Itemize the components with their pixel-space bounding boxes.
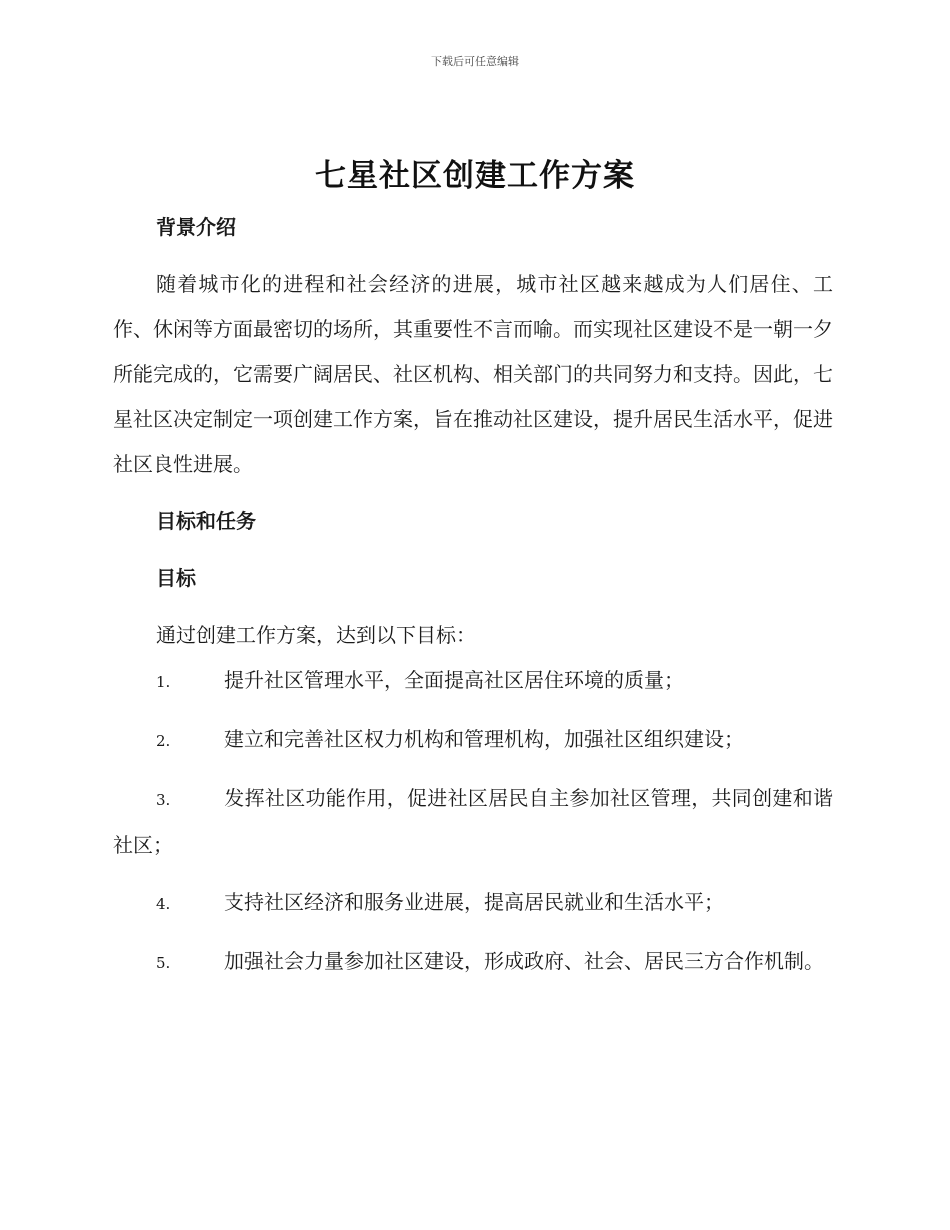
list-item: [113, 717, 833, 764]
section-heading-goals-tasks: 目标和任务: [156, 509, 256, 533]
header-note: 下载后可任意编辑: [431, 55, 519, 68]
list-item-text: 发挥社区功能作用，促进社区居民自主参加社区管理，共同创建和谐社区；: [113, 786, 833, 857]
document-body: [113, 205, 833, 998]
list-item-number: 5.: [156, 954, 171, 972]
list-item-number: 3.: [156, 791, 171, 809]
list-item-text: 建立和完善社区权力机构和管理机构，加强社区组织建设；: [224, 727, 744, 751]
list-item: [113, 939, 833, 986]
list-item-number: 1.: [156, 673, 171, 691]
goals-list: [113, 658, 833, 986]
section-heading-goals: 目标: [156, 566, 196, 590]
list-item: [113, 658, 833, 705]
list-item-text: 提升社区管理水平，全面提高社区居住环境的质量；: [224, 668, 684, 692]
section-heading-background: 背景介绍: [156, 215, 236, 239]
document-title: 七星社区创建工作方案: [315, 158, 635, 194]
background-paragraph: 随着城市化的进程和社会经济的进展，城市社区越来越成为人们居住、工作、休闲等方面最密切的场所，其重要性不言而喻。而实现社区建设不是一朝一夕所能完成的，它需要广阔居民、社区机构、相关部门的共同努力和支持。因此，七星社区决定制定一项创建工作方案，旨在推动社区建设，提升居民生活水平，促进社区良性进展。: [113, 272, 833, 476]
list-item-number: 2.: [156, 732, 171, 750]
list-item-text: 加强社会力量参加社区建设，形成政府、社会、居民三方合作机制。: [224, 949, 824, 973]
list-item: [113, 880, 833, 927]
list-item-number: 4.: [156, 895, 171, 913]
list-item-text: 支持社区经济和服务业进展，提高居民就业和生活水平；: [224, 890, 724, 914]
goals-intro: 通过创建工作方案，达到以下目标：: [156, 623, 476, 647]
list-item: [113, 776, 833, 868]
